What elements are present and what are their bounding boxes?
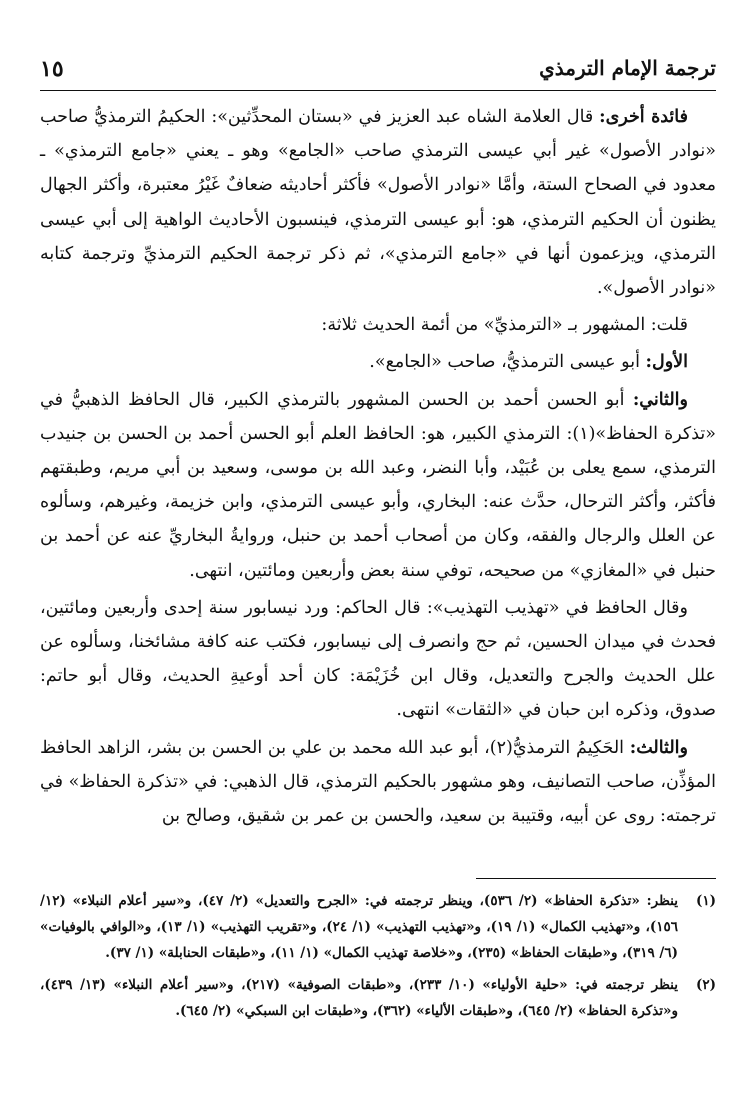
footnote-text: ينظر ترجمته في: «حلية الأولياء» (١٠/ ٢٣٣)، و«طبقات الصوفية» (٢١٧)، و«سير أعلام النبلاء» (١٣/ ٤٣٩)، و«تذكرة الحفاظ» (٢/ ٦٤٥)، و«طبقات الألياء» (٣٦٢)، و«طبقات ابن السبكي» (٢/ ٦٤٥).: [40, 977, 679, 1019]
paragraph-text: قلت: المشهور بـ «الترمذيِّ» من أئمة الحديث ثلاثة:: [321, 315, 688, 336]
paragraph-lead: فائدة أخرى:: [599, 107, 689, 127]
paragraph-lead: الأول:: [645, 352, 688, 373]
paragraph-faida: [40, 100, 716, 305]
footnote-rule: [476, 878, 716, 879]
paragraph-text: وقال الحافظ في «تهذيب التهذيب»: قال الحاكم: ورد نيسابور سنة إحدى وأربعين ومائتين، فحدث في ميدان الحسين، ثم حج وانصرف إلى نيسابور، فكتب عنه كافة مشائخنا، وسألوه عن علل الحديث والجرح والتعديل، وقال ابن خُزَيْمَة: كان أحد أوعيةِ الحديث، وقال أبو حاتم: صدوق، وذكره ابن حبان في «الثقات» انتهى.: [40, 597, 716, 721]
footnote-2: [40, 972, 716, 1024]
main-text: [40, 100, 716, 833]
header-rule: [40, 90, 716, 91]
paragraph-text: الحَكِيمُ الترمذيُّ(٢)، أبو عبد الله محمد بن علي بن الحسن بن بشر، الزاهد الحافظ المؤذِّن، صاحب التصانيف، وهو مشهور بالحكيم الترمذي، قال الذهبي: في «تذكرة الحفاظ» في ترجمته: روى عن أبيه، وقتيبة بن سعيد، والحسن بن عمر بن شقيق، وصالح بن: [40, 737, 716, 827]
footnote-1: [40, 888, 716, 966]
footnote-number: (١): [695, 893, 716, 909]
paragraph-text: قال العلامة الشاه عبد العزيز في «بستان المحدِّثين»: الحكيمُ الترمذيُّ صاحب «نوادر الأصول» غير أبي عيسى الترمذي صاحب «الجامع» وهو ـ يعني «جامع الترمذي» ـ معدود في الصحاح الستة، وأمَّا «نوادر الأصول» فأكثر أحاديثه ضعافٌ غَيْرُ معتبرة، وأكثر الجهال يظنون أن الحكيم الترمذي، هو: أبو عيسى الترمذي، فينسبون الأحاديث الواهية إلى أبي عيسى الترمذي، ويزعمون أنها في «جامع الترمذي»، ثم ذكر ترجمة الحكيم الترمذيِّ وترجمة كتابه «نوادر الأصول».: [40, 107, 716, 299]
paragraph-text: أبو عيسى الترمذيُّ، صاحب «الجامع».: [369, 352, 646, 373]
page-number: ١٥: [40, 56, 64, 82]
paragraph-text: أبو الحسن أحمد بن الحسن المشهور بالترمذي الكبير، قال الحافظ الذهبيُّ في «تذكرة الحفاظ»(١): الترمذي الكبير، هو: الحافظ العلم أبو الحسن أحمد بن الحسن بن جنيدب الترمذي، سمع يعلى بن عُبَيْد، وأبا النضر، وعبد الله بن موسى، وسعيد بن أبي مريم، وطبقتهم فأكثر، وأكثر الترحال، حدَّث عنه: البخاري، وأبو عيسى الترمذي، وابن خزيمة، وغيرهم، وسألوه عن العلل والرجال والفقه، وكان من أصحاب أحمد بن حنبل، وروايةُ البخاريِّ عنه عن أحمد بن حنبل في «المغازي» من صحيحه، توفي سنة بعض وأربعين ومائتين، انتهى.: [40, 389, 717, 581]
paragraph-third: [40, 731, 716, 834]
paragraph-second: [40, 383, 716, 588]
footnote-text: ينظر: «تذكرة الحفاظ» (٢/ ٥٣٦)، وينظر ترجمته في: «الجرح والتعديل» (٢/ ٤٧)، و«سير أعلام النبلاء» (١٢/ ١٥٦)، و«تهذيب الكمال» (١/ ١٩)، و«تهذيب التهذيب» (١/ ٢٤)، و«تقريب التهذيب» (١/ ١٣)، و«الوافي بالوفيات» (٦/ ٣١٩)، و«طبقات الحفاظ» (٢٣٥)، و«خلاصة تهذيب الكمال» (١/ ١١)، و«طبقات الحنابلة» (١/ ٣٧).: [40, 893, 679, 961]
running-title: ترجمة الإمام الترمذي: [539, 56, 716, 80]
running-header: [40, 52, 716, 90]
paragraph-lead: والثالث:: [629, 737, 688, 758]
paragraph-first: [40, 345, 716, 379]
footnote-number: (٢): [695, 977, 716, 993]
paragraph-tahdhib: [40, 591, 716, 728]
paragraph-lead: والثاني:: [632, 389, 688, 410]
footnotes: [40, 888, 716, 1024]
paragraph-qultu: [40, 308, 716, 342]
